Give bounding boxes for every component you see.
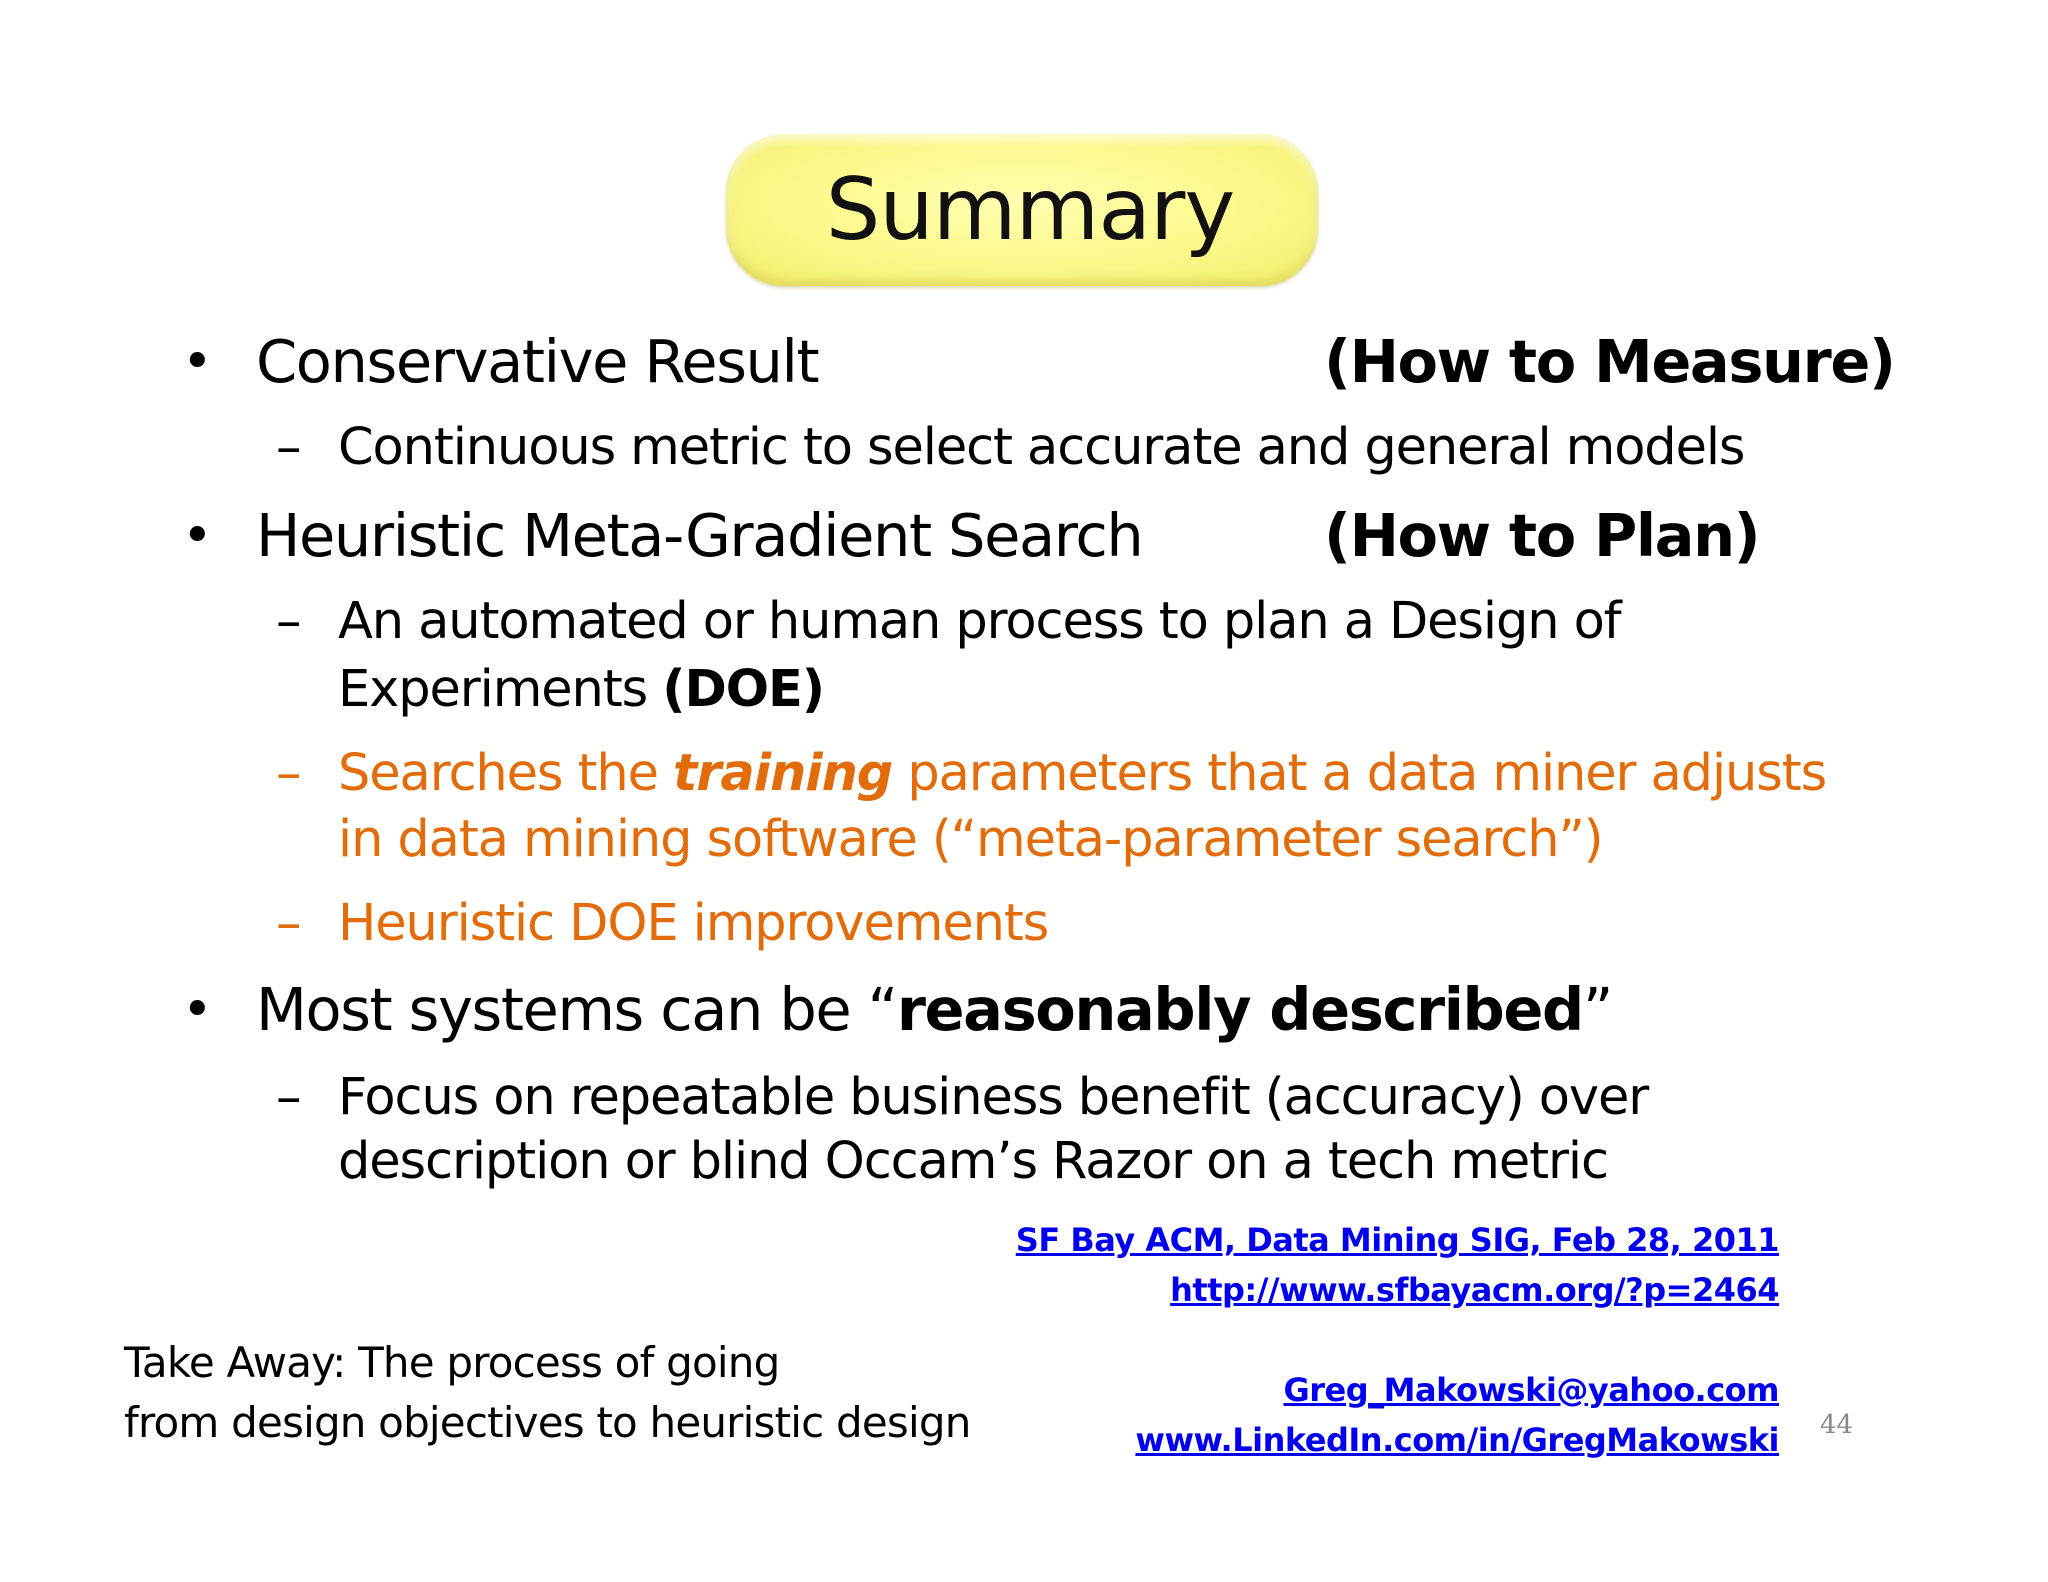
sub-focus-line1: Focus on repeatable business benefit (accuracy) over xyxy=(338,1068,1649,1127)
page-title: Summary xyxy=(825,160,1235,260)
link-event[interactable]: SF Bay ACM, Data Mining SIG, Feb 28, 2011 xyxy=(1015,1221,1779,1259)
link-sfbayacm-url[interactable]: http://www.sfbayacm.org/?p=2464 xyxy=(1170,1271,1779,1309)
text-experiments: Experiments xyxy=(338,660,663,719)
text-doe-bold: (DOE) xyxy=(662,660,824,719)
sub-continuous-metric: Continuous metric to select accurate and general models xyxy=(338,418,1745,477)
takeaway-line1: Take Away: The process of going xyxy=(124,1338,780,1387)
dash-marker: – xyxy=(276,744,302,803)
sub-searches-training-line2: in data mining software (“meta-parameter search”) xyxy=(338,810,1603,869)
text-most-systems: Most systems can be “ xyxy=(256,975,897,1044)
bullet-conservative-result: Conservative Result xyxy=(256,327,819,396)
sub-focus-line2: description or blind Occam’s Razor on a tech metric xyxy=(338,1132,1608,1191)
sub-heuristic-doe: Heuristic DOE improvements xyxy=(338,894,1049,953)
dash-marker: – xyxy=(276,1068,302,1127)
dash-marker: – xyxy=(276,418,302,477)
text-searches: Searches the xyxy=(338,744,673,803)
text-close-quote: ” xyxy=(1582,975,1613,1044)
text-training-emph: training xyxy=(672,744,893,803)
label-how-to-plan: (How to Plan) xyxy=(1324,501,1760,570)
text-reasonably-described: reasonably described xyxy=(896,975,1583,1044)
bullet-marker: • xyxy=(182,332,213,392)
bullet-marker: • xyxy=(182,506,213,566)
page-number: 44 xyxy=(1820,1410,1854,1440)
label-how-to-measure: (How to Measure) xyxy=(1324,327,1895,396)
takeaway-line2: from design objectives to heuristic design xyxy=(124,1398,971,1447)
sub-automated-process-line2 xyxy=(338,662,824,718)
link-email[interactable]: Greg_Makowski@yahoo.com xyxy=(1283,1371,1779,1409)
bullet-heuristic-search: Heuristic Meta-Gradient Search xyxy=(256,501,1143,570)
link-linkedin[interactable]: www.LinkedIn.com/in/GregMakowski xyxy=(1135,1421,1779,1459)
dash-marker: – xyxy=(276,894,302,953)
sub-automated-process-line1: An automated or human process to plan a Design of xyxy=(338,592,1621,651)
title-box xyxy=(726,134,1318,286)
text-parameters: parameters that a data miner adjusts xyxy=(892,744,1827,803)
bullet-reasonably-described xyxy=(256,975,1613,1044)
sub-searches-training-line1 xyxy=(338,746,1826,802)
dash-marker: – xyxy=(276,592,302,651)
bullet-marker: • xyxy=(182,980,213,1040)
